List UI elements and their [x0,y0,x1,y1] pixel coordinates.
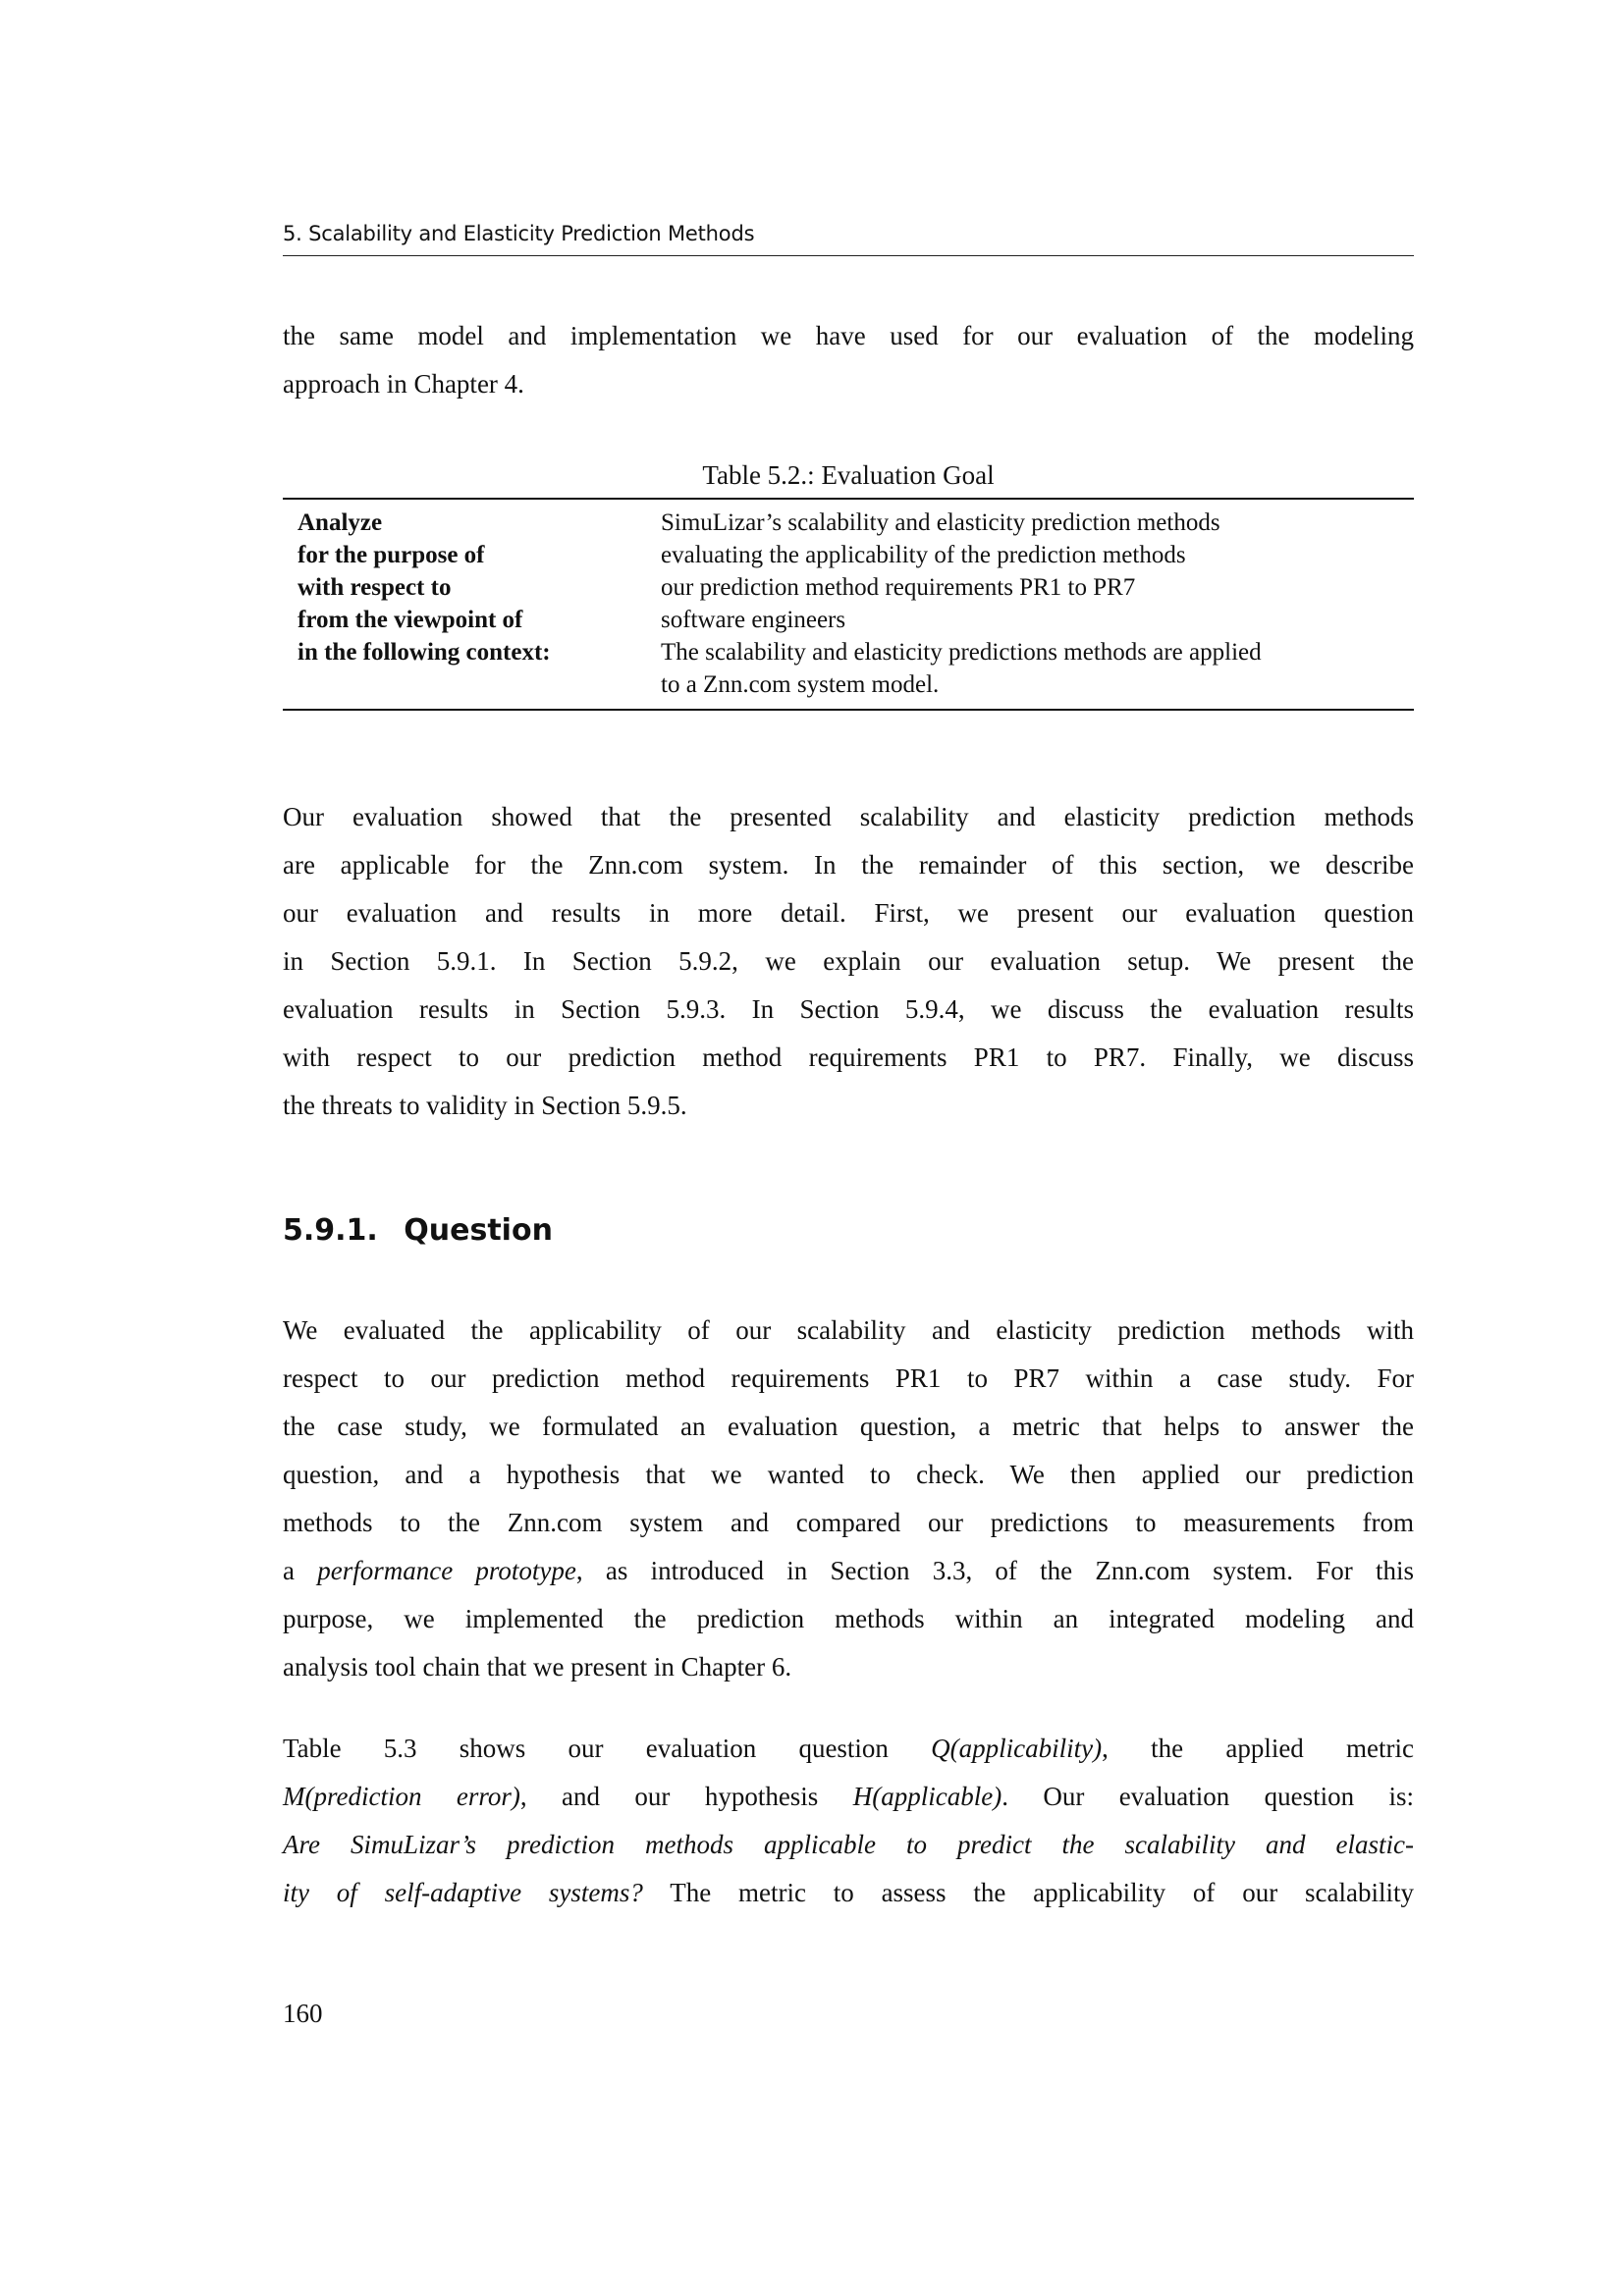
header-rule [283,255,1414,256]
text-line [283,1773,1414,1821]
text-segment: , the applied metric [1102,1734,1415,1763]
text-segment: in Section 5.9.1. In Section 5.9.2, we explain our evaluation setup. We present the [283,946,1414,976]
text-line [283,793,1414,841]
text-line [283,1595,1414,1643]
row-label: from the viewpoint of [298,607,523,633]
text-segment: analysis tool chain that we present in Chapter 6. [283,1652,792,1682]
row-label: for the purpose of [298,542,485,568]
text-line [283,841,1414,889]
running-header: 5. Scalability and Elasticity Prediction Methods [283,222,755,245]
text-segment: the threats to validity in Section 5.9.5. [283,1091,687,1120]
row-value: to a Znn.com system model. [661,671,940,698]
section-heading [283,1213,553,1248]
text-line [283,986,1414,1034]
text-segment: the same model and implementation we have used for our evaluation of the modeling [283,321,1414,350]
table-row [298,507,1407,539]
text-line [283,1082,1414,1130]
text-line [283,360,1414,408]
table-row [298,571,1407,604]
table-row [298,636,1407,701]
text-segment: , and our hypothesis [519,1782,853,1811]
row-value: software engineers [661,607,846,633]
table-row [298,539,1407,571]
row-value: our prediction method requirements PR1 to PR7 [661,574,1136,601]
text-segment: Table 5.3 shows our evaluation question [283,1734,932,1763]
table-top-rule [283,498,1414,500]
row-value: evaluating the applicability of the prediction methods [661,542,1186,568]
text-segment: The metric to assess the applicability of our scalability [642,1878,1414,1907]
text-line [283,1725,1414,1773]
row-label: with respect to [298,574,452,601]
table-caption: Table 5.2.: Evaluation Goal [702,460,995,490]
intro-paragraph [283,312,1414,408]
text-line [283,889,1414,937]
text-segment: approach in Chapter 4. [283,369,524,399]
text-line [283,1869,1414,1917]
text-line [283,1643,1414,1691]
page-number: 160 [283,1999,323,2028]
question-paragraph [283,1307,1414,1691]
row-value: The scalability and elasticity predictions methods are applied [661,639,1262,666]
italic-text: Q(applicability) [931,1734,1103,1763]
text-segment: Our evaluation showed that the presented scalability and elasticity prediction methods [283,802,1414,831]
text-segment: the case study, we formulated an evaluation question, a metric that helps to answer the [283,1412,1414,1441]
text-line [283,1307,1414,1355]
text-line [283,937,1414,986]
italic-text: ity of self-adaptive systems? [283,1878,643,1907]
text-segment: methods to the Znn.com system and compared our predictions to measurements from [283,1508,1414,1537]
text-line [283,1355,1414,1403]
text-line [283,1451,1414,1499]
section-number: 5.9.1. [283,1213,378,1248]
italic-text: H(applicable) [852,1782,1002,1811]
text-segment: We evaluated the applicability of our scalability and elasticity prediction methods with [283,1315,1414,1345]
row-label: Analyze [298,509,383,536]
text-segment: evaluation results in Section 5.9.3. In Section 5.9.4, we discuss the evaluation results [283,994,1414,1024]
row-value: SimuLizar’s scalability and elasticity prediction methods [661,509,1220,536]
text-line [283,1499,1414,1547]
text-line [283,1034,1414,1082]
table-row [298,604,1407,636]
table-reference-paragraph [283,1725,1414,1917]
italic-text: performance prototype [317,1556,576,1585]
text-segment: purpose, we implemented the prediction methods within an integrated modeling and [283,1604,1414,1633]
text-segment: , as introduced in Section 3.3, of the Znn.com system. For this [575,1556,1415,1585]
section-title: Question [404,1213,553,1248]
text-line [283,1821,1414,1869]
text-segment: respect to our prediction method requirements PR1 to PR7 within a case study. For [283,1363,1414,1393]
evaluation-goal-table [298,507,1407,701]
text-line [283,312,1414,360]
italic-text: Are SimuLizar’s prediction methods applicable to predict the scalability and elastic- [283,1830,1414,1859]
text-segment: with respect to our prediction method requirements PR1 to PR7. Finally, we discuss [283,1042,1414,1072]
row-label: in the following context: [298,639,551,666]
text-segment: question, and a hypothesis that we wanted to check. We then applied our prediction [283,1460,1414,1489]
text-segment: our evaluation and results in more detail. First, we present our evaluation question [283,898,1414,928]
text-segment: are applicable for the Znn.com system. In the remainder of this section, we describe [283,850,1414,880]
overview-paragraph [283,793,1414,1130]
text-line [283,1547,1414,1595]
table-bottom-rule [283,709,1414,711]
text-segment: . Our evaluation question is: [1001,1782,1415,1811]
italic-text: M(prediction error) [283,1782,520,1811]
text-line [283,1403,1414,1451]
text-segment: a [283,1556,318,1585]
